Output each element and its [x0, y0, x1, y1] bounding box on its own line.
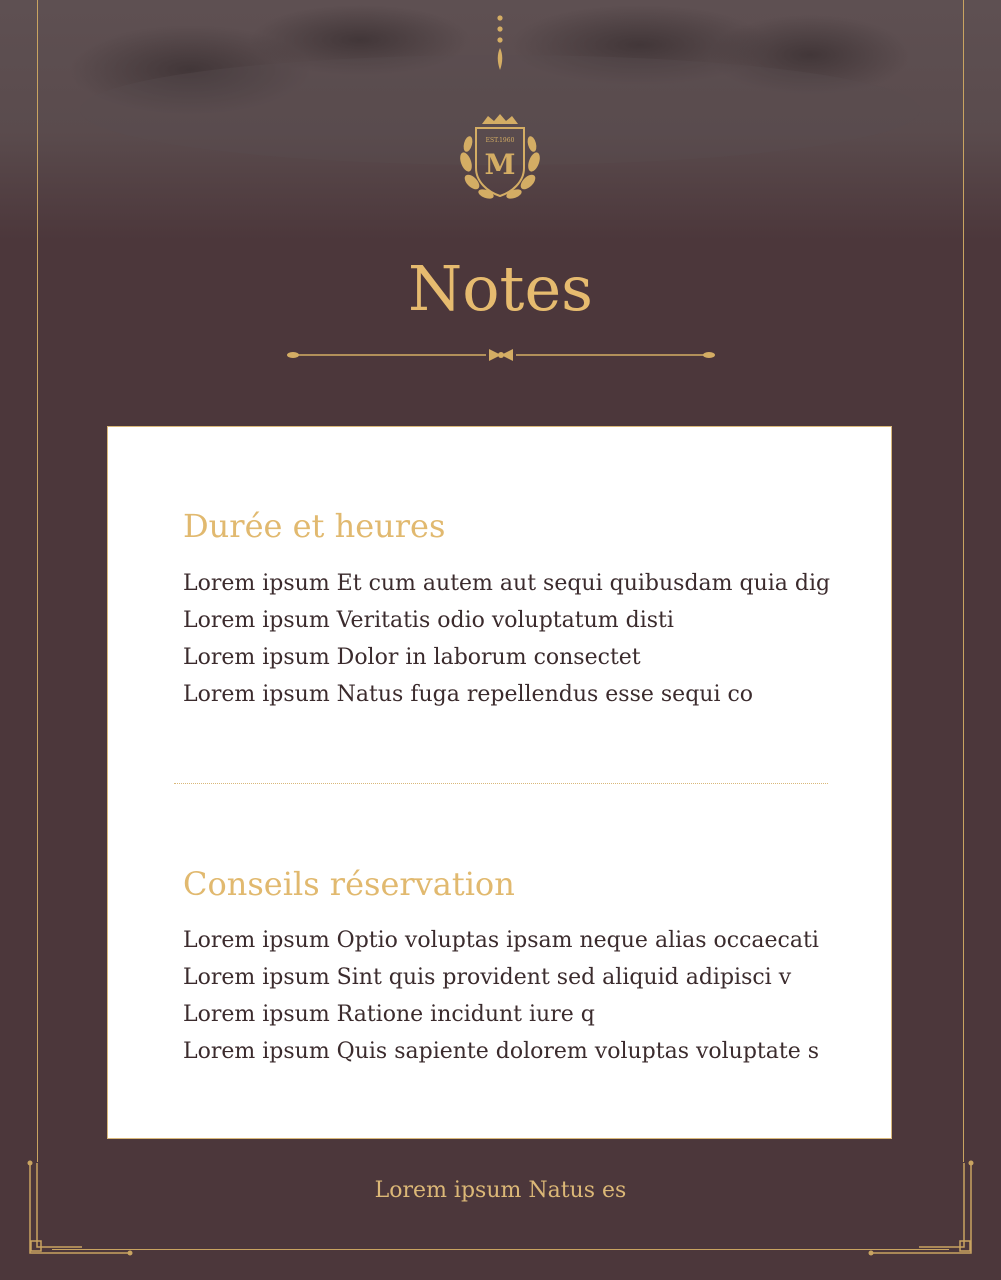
list-item: Lorem ipsum Natus fuga repellendus esse sequi co: [183, 682, 754, 707]
list-item: Lorem ipsum Dolor in laborum consectet: [183, 645, 641, 670]
list-item: Lorem ipsum Quis sapiente dolorem voluptas voluptate s: [183, 1039, 820, 1064]
section-list-booking-tips: [183, 922, 863, 1070]
frame-bottom-line: [52, 1249, 949, 1250]
list-item: Lorem ipsum Ratione incidunt iure q: [183, 1002, 595, 1027]
corner-ornament-right-icon: [859, 1155, 979, 1275]
corner-ornament-left-icon: [22, 1155, 142, 1275]
section-divider: [174, 783, 828, 784]
frame-left-line: [37, 0, 38, 1162]
notes-card: [107, 426, 892, 1139]
crest-letter: M: [484, 148, 516, 181]
section-title-duration: Durée et heures: [183, 507, 446, 545]
crest-est-text: EST.1960: [485, 137, 515, 144]
list-item: Lorem ipsum Et cum autem aut sequi quibusdam quia dig: [183, 571, 831, 596]
page-title: Notes: [407, 252, 593, 325]
bow-divider-icon: [281, 345, 721, 365]
frame-right-line: [963, 0, 964, 1162]
footer-text: Lorem ipsum Natus es: [374, 1178, 627, 1203]
section-list-duration: [183, 565, 863, 713]
list-item: Lorem ipsum Veritatis odio voluptatum disti: [183, 608, 674, 633]
list-item: Lorem ipsum Optio voluptas ipsam neque alias occaecati: [183, 928, 819, 953]
bead-drop-icon: [490, 12, 510, 72]
laurel-crest-icon: [452, 112, 548, 208]
list-item: Lorem ipsum Sint quis provident sed aliquid adipisci v: [183, 965, 792, 990]
section-title-booking-tips: Conseils réservation: [183, 865, 515, 903]
